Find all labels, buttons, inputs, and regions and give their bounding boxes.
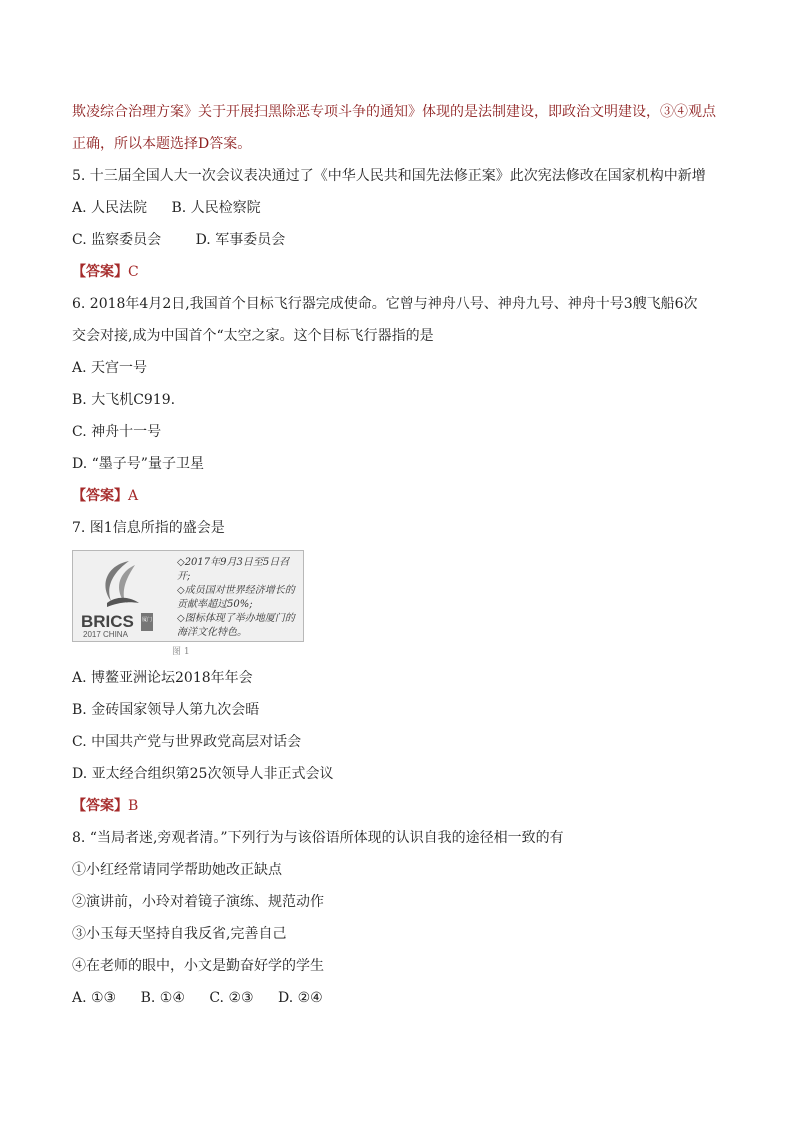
answer-label: 【答案】: [72, 264, 128, 280]
q6-option-b: B. 大飞机C919.: [72, 392, 176, 408]
document-page: [72, 96, 732, 1014]
answer-label: 【答案】: [72, 798, 128, 814]
q5-option-b: B. 人民检察院: [171, 200, 261, 216]
figure-note-3: ◇图标体现了举办地厦门的海洋文化特色。: [177, 613, 295, 638]
answer-value: A: [128, 488, 139, 504]
q8-option-d: D. ②④: [278, 990, 323, 1006]
q6-option-d: D. “墨子号”量子卫星: [72, 456, 204, 472]
q8-option-a: A. ①③: [72, 990, 117, 1006]
brics-logo: [77, 555, 173, 639]
q7-option-b: B. 金砖国家领导人第九次会晤: [72, 702, 260, 718]
figure-notes: [177, 556, 301, 640]
q8-option-b: B. ①④: [140, 990, 185, 1006]
q7-option-a: A. 博鳌亚洲论坛2018年年会: [72, 670, 253, 686]
q5-answer: [72, 256, 732, 288]
q7-option-d: D. 亚太经合组织第25次领导人非正式会议: [72, 766, 334, 782]
q8-statement-1: ①小红经常请同学帮助她改正缺点: [72, 862, 282, 878]
q5-option-c: C. 监察委员会: [72, 232, 162, 248]
answer-value: C: [128, 264, 139, 280]
brics-figure: [72, 550, 304, 642]
q5-option-a: A. 人民法院: [72, 200, 148, 216]
q8-stem: 8. “当局者迷,旁观者清。”下列行为与该俗语所体现的认识自我的途径相一致的有: [72, 830, 564, 846]
q7-stem: 7. 图1信息所指的盛会是: [72, 520, 225, 536]
q7-answer: [72, 790, 732, 822]
q8-option-c: C. ②③: [209, 990, 254, 1006]
q8-statement-2: ②演讲前，小玲对着镜子演练、规范动作: [72, 894, 324, 910]
answer-value: B: [128, 798, 139, 814]
q8-statement-4: ④在老师的眼中，小文是勤奋好学的学生: [72, 958, 324, 974]
q6-option-a: A. 天宫一号: [72, 360, 148, 376]
figure-note-2: ◇成员国对世界经济增长的贡献率超过50%;: [177, 585, 295, 610]
q6-stem-2: 交会对接,成为中国首个“太空之家。这个目标飞行器指的是: [72, 328, 434, 344]
q5-stem: 5. 十三届全国人大一次会议表决通过了《中华人民共和国先法修正案》此次宪法修改在国家机构中新增: [72, 168, 706, 184]
logo-seal: 厦门: [142, 617, 153, 623]
q5-option-d: D. 军事委员会: [195, 232, 286, 248]
intro-line-2: 正确，所以本题选择D答案。: [72, 136, 252, 152]
q5-options-row-2: [72, 224, 732, 256]
q5-options-row-1: [72, 192, 732, 224]
q7-option-c: C. 中国共产党与世界政党高层对话会: [72, 734, 302, 750]
logo-text: BRICS: [81, 612, 134, 631]
q6-answer: [72, 480, 732, 512]
figure-caption: 图 1: [172, 647, 190, 657]
q8-statement-3: ③小玉每天坚持自我反省,完善自己: [72, 926, 287, 942]
q6-stem-1: 6. 2018年4月2日,我国首个目标飞行器完成使命。它曾与神舟八号、神舟九号、神舟十号3艘飞船6次: [72, 296, 698, 312]
logo-subtext: 2017 CHINA: [83, 630, 128, 639]
intro-line-1: 欺凌综合治理方案》关于开展扫黑除恶专项斗争的通知》体现的是法制建设，即政治文明建设，③④观点: [72, 104, 716, 120]
answer-label: 【答案】: [72, 488, 128, 504]
q8-options: [72, 982, 732, 1014]
q6-option-c: C. 神舟十一号: [72, 424, 162, 440]
figure-note-1: ◇2017年9月3日至5日召开;: [177, 557, 290, 582]
